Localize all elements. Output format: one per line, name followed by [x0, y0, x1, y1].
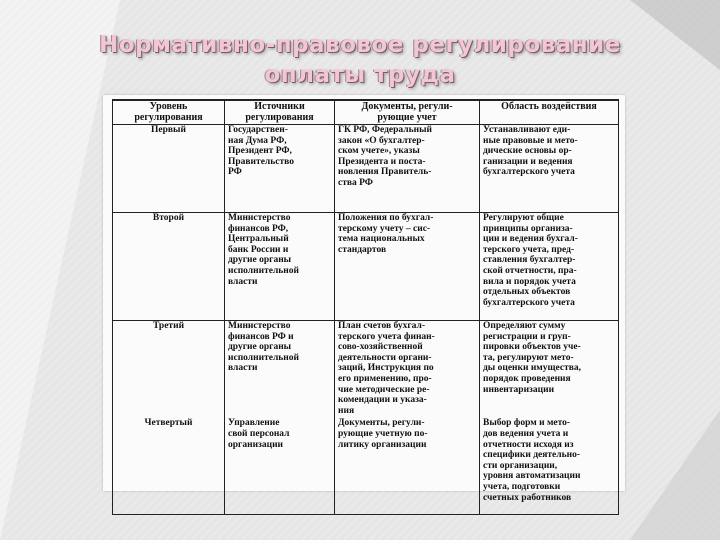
table-row — [113, 418, 619, 514]
row-scope: Определяют сумму регистрации и груп- пировки объектов уче- та, регулируют мето- ды оценки имущества, порядок проведения инвентаризации — [480, 321, 619, 419]
slide-title — [0, 30, 720, 90]
row-sources: Министерство финансов РФ и другие органы исполнительной власти — [225, 321, 335, 419]
table-row — [113, 213, 619, 321]
row-sources: Управление свой персонал организации — [225, 418, 335, 514]
row-documents: ГК РФ, Федеральный закон «О бухгалтер- ском учете», указы Президента и поста- новления Правитель- ства РФ — [335, 125, 480, 213]
table-row — [113, 125, 619, 213]
row-scope: Регулируют общие принципы организа- ции и ведения бухгал- терского учета, пред- ставления бухгалтер- ской отчетности, пра- вила и порядок учета отдельных объектов бухгалтерского учета — [480, 213, 619, 321]
header-scope: Область воздействия — [480, 100, 619, 125]
header-documents: Документы, регули- рующие учет — [335, 100, 480, 125]
table-row — [113, 321, 619, 419]
slide-title-line-1: Нормативно-правовое регулирование — [99, 32, 621, 58]
header-level: Уровень регулирования — [113, 100, 225, 125]
row-sources: Министерство финансов РФ, Центральный банк России и другие органы исполнительной власти — [225, 213, 335, 321]
row-documents: Положения по бухгал- терскому учету – сис- тема национальных стандартов — [335, 213, 480, 321]
row-level: Третий — [113, 321, 225, 419]
row-level: Первый — [113, 125, 225, 213]
row-scope: Устанавливают еди- ные правовые и мето- дические основы ор- ганизации и ведения бухгалтерского учета — [480, 125, 619, 213]
table-header-row — [113, 100, 619, 125]
background-decoration-bottom-right — [630, 410, 720, 540]
row-level: Четвертый — [113, 418, 225, 514]
regulation-levels-table — [112, 99, 619, 515]
slide-title-line-2: оплаты труда — [264, 62, 456, 88]
row-sources: Государствен- ная Дума РФ, Президент РФ, Правительство РФ — [225, 125, 335, 213]
row-level: Второй — [113, 213, 225, 321]
header-sources: Источники регулирования — [225, 100, 335, 125]
scanned-table-image — [103, 95, 625, 503]
row-scope: Выбор форм и мето- дов ведения учета и отчетности исходя из специфики деятельно- сти организации, уровня автоматизации учета, подготовки счетных работников — [480, 418, 619, 514]
row-documents: План счетов бухгал- терского учета финан- сово-хозяйственной деятельности органи- заций, Инструкция по его применению, про- чие методические ре- комендации и указа- ния — [335, 321, 480, 419]
row-documents: Документы, регули- рующие учетную по- литику организации — [335, 418, 480, 514]
